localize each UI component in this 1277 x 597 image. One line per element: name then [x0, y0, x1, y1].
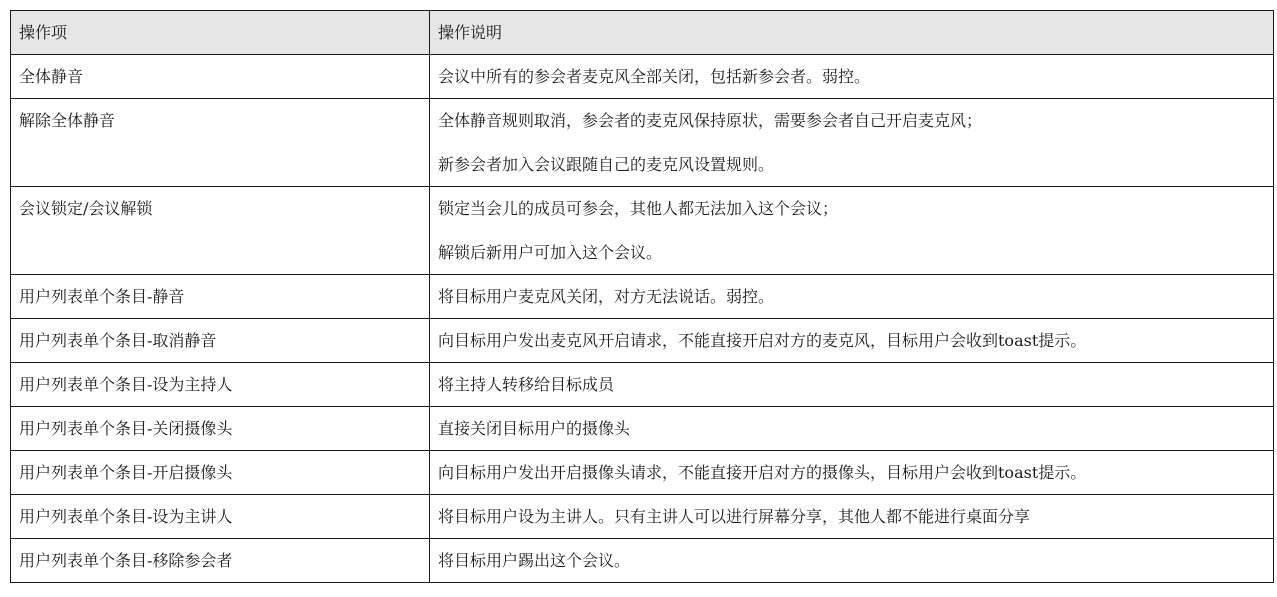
description-line: 将目标用户设为主讲人。只有主讲人可以进行屏幕分享，其他人都不能进行桌面分享 [438, 507, 1031, 526]
operation-description-cell [430, 495, 1274, 539]
description-line: 解锁后新用户可加入这个会议。 [438, 243, 663, 262]
table-row [11, 407, 1274, 451]
operation-item-cell: 用户列表单个条目-开启摄像头 [11, 451, 430, 495]
table-row [11, 275, 1274, 319]
table-row [11, 187, 1274, 275]
operation-description-cell [430, 407, 1274, 451]
description-line: 全体静音规则取消，参会者的麦克风保持原状，需要参会者自己开启麦克风； [438, 111, 983, 130]
description-line: 直接关闭目标用户的摄像头 [438, 419, 631, 438]
description-line: 锁定当会儿的成员可参会，其他人都无法加入这个会议； [438, 199, 839, 218]
description-line: 向目标用户发出开启摄像头请求，不能直接开启对方的摄像头，目标用户会收到toast提示。 [438, 463, 1087, 482]
table-row [11, 363, 1274, 407]
operation-description-cell [430, 539, 1274, 583]
operation-item-cell: 用户列表单个条目-设为主讲人 [11, 495, 430, 539]
operation-description-cell [430, 319, 1274, 363]
header-row [11, 11, 1274, 55]
description-line: 会议中所有的参会者麦克风全部关闭，包括新参会者。弱控。 [438, 67, 871, 86]
table-row [11, 99, 1274, 187]
table-row [11, 55, 1274, 99]
operation-item-cell: 用户列表单个条目-移除参会者 [11, 539, 430, 583]
operation-description-cell [430, 55, 1274, 99]
table-row [11, 319, 1274, 363]
description-line: 新参会者加入会议跟随自己的麦克风设置规则。 [438, 155, 775, 174]
operation-description-cell [430, 99, 1274, 187]
table-row [11, 539, 1274, 583]
operation-description-cell [430, 275, 1274, 319]
operation-description-cell [430, 451, 1274, 495]
operation-item-cell: 用户列表单个条目-静音 [11, 275, 430, 319]
operation-description-cell [430, 363, 1274, 407]
table-header [11, 11, 1274, 55]
operations-table [10, 10, 1274, 583]
operation-description-cell [430, 187, 1274, 275]
operation-item-cell: 用户列表单个条目-设为主持人 [11, 363, 430, 407]
header-operation-item: 操作项 [11, 11, 430, 55]
description-line: 将目标用户麦克风关闭，对方无法说话。弱控。 [438, 287, 775, 306]
operation-item-cell: 会议锁定/会议解锁 [11, 187, 430, 275]
description-line: 将主持人转移给目标成员 [438, 375, 615, 394]
operation-item-cell: 用户列表单个条目-关闭摄像头 [11, 407, 430, 451]
description-line: 将目标用户踢出这个会议。 [438, 551, 631, 570]
operation-item-cell: 解除全体静音 [11, 99, 430, 187]
table-row [11, 451, 1274, 495]
table-body [11, 55, 1274, 583]
operation-item-cell: 用户列表单个条目-取消静音 [11, 319, 430, 363]
description-line: 向目标用户发出麦克风开启请求，不能直接开启对方的麦克风，目标用户会收到toast提示。 [438, 331, 1087, 350]
operation-item-cell: 全体静音 [11, 55, 430, 99]
header-operation-description: 操作说明 [430, 11, 1274, 55]
table-row [11, 495, 1274, 539]
